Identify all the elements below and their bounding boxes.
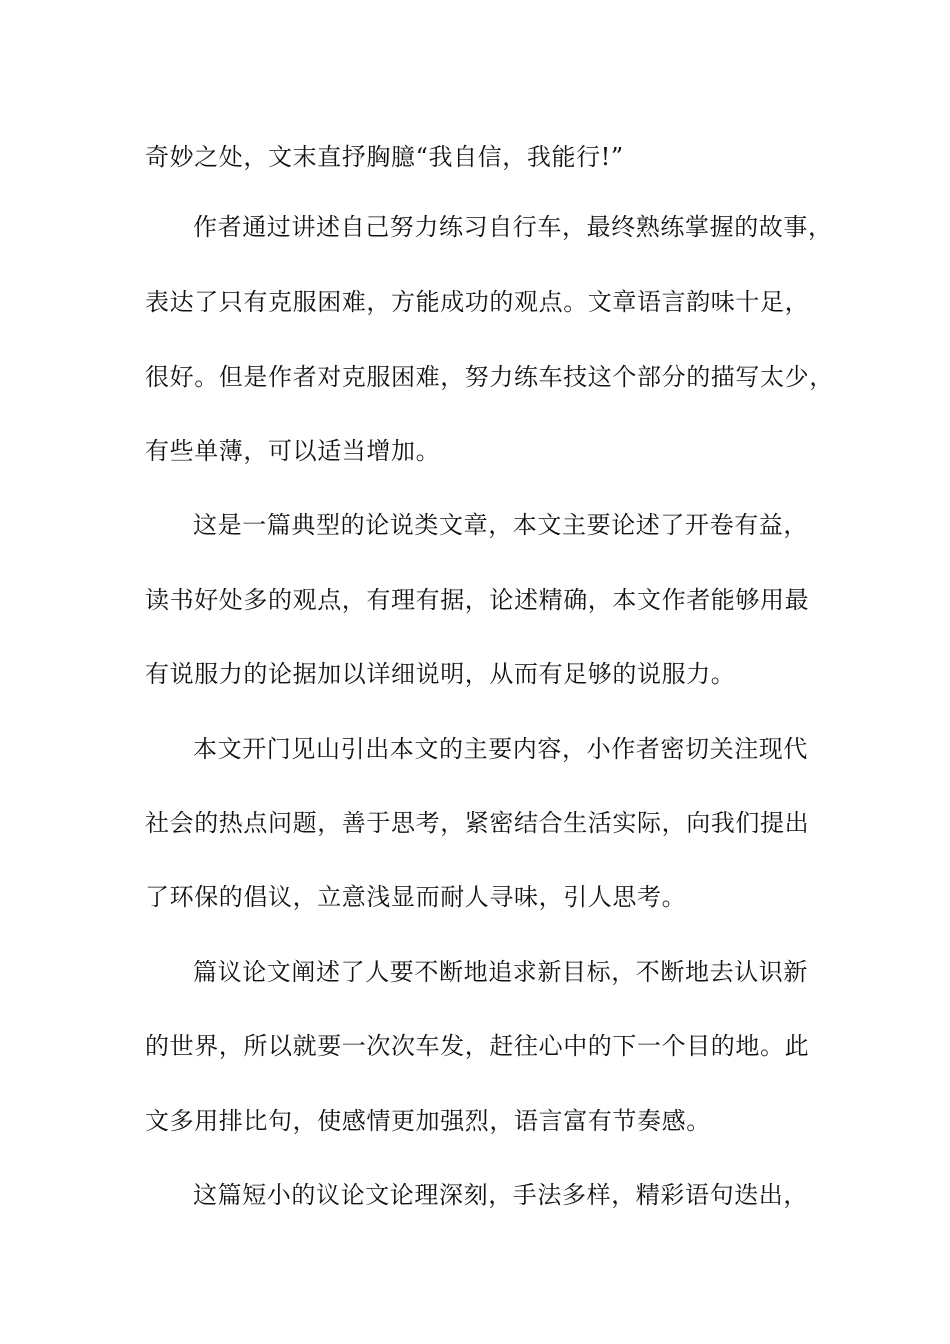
text-line-10: 社会的热点问题，善于思考，紧密结合生活实际，向我们提出 [145, 809, 810, 837]
text-line-6: 这是一篇典型的论说类文章，本文主要论述了开卷有益， [193, 511, 808, 539]
text-line-13: 的世界，所以就要一次次车发，赶往心中的下一个目的地。此 [145, 1032, 810, 1060]
text-line-2: 作者通过讲述自己努力练习自行车，最终熟练掌握的故事， [193, 213, 833, 241]
text-line-1: 奇妙之处，文末直抒胸臆“我自信，我能行!” [145, 143, 624, 171]
text-line-3: 表达了只有克服困难，方能成功的观点。文章语言韵味十足， [145, 288, 810, 316]
text-line-11: 了环保的倡议，立意浅显而耐人寻味，引人思考。 [145, 883, 687, 911]
text-line-14: 文多用排比句，使感情更加强烈，语言富有节奏感。 [145, 1107, 711, 1135]
text-line-8: 有说服力的论据加以详细说明，从而有足够的说服力。 [145, 660, 736, 688]
text-line-7: 读书好处多的观点，有理有据，论述精确，本文作者能够用最 [145, 586, 810, 614]
text-line-5: 有些单薄，可以适当增加。 [145, 437, 441, 465]
text-line-4: 很好。但是作者对克服困难，努力练车技这个部分的描写太少， [145, 363, 834, 391]
text-line-12: 篇议论文阐述了人要不断地追求新目标，不断地去认识新 [193, 958, 808, 986]
text-line-9: 本文开门见山引出本文的主要内容，小作者密切关注现代 [193, 735, 808, 763]
text-line-15: 这篇短小的议论文论理深刻，手法多样，精彩语句迭出， [193, 1181, 808, 1209]
